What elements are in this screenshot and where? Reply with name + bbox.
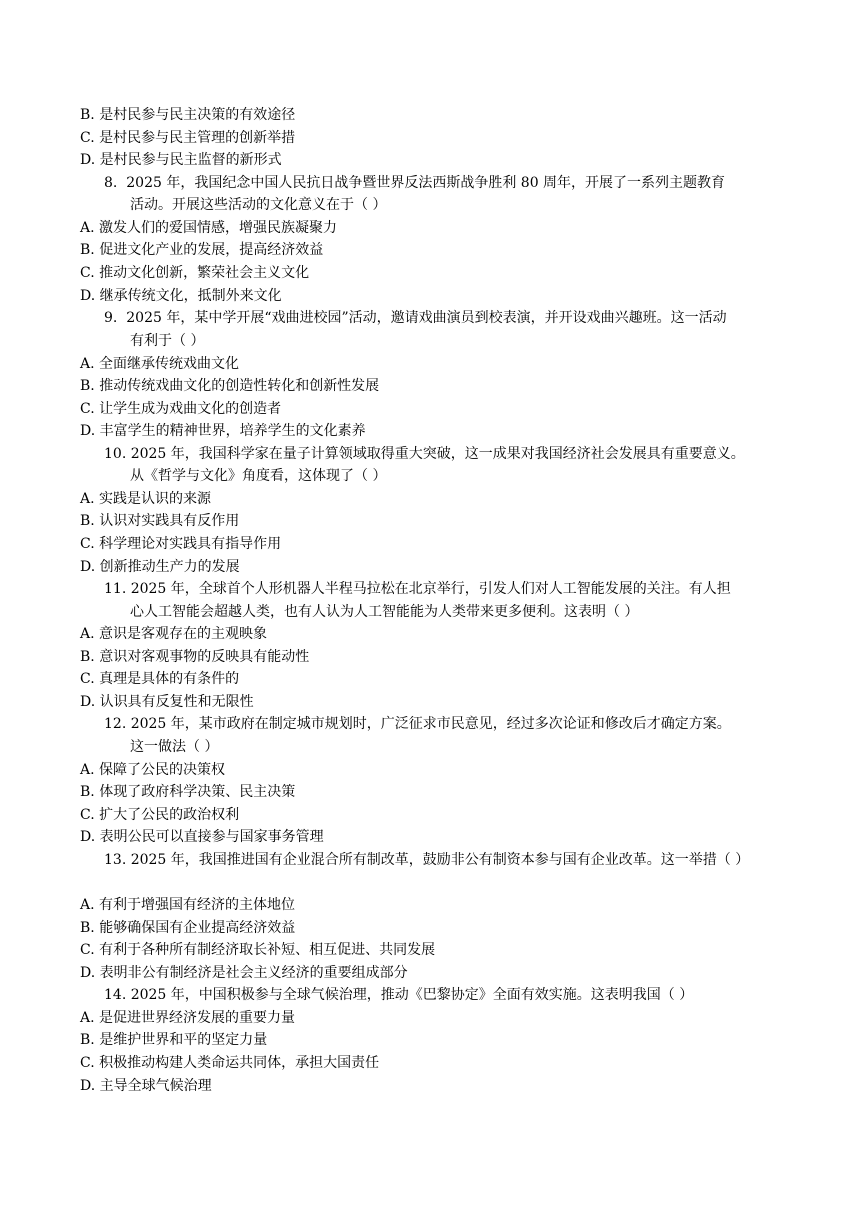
q7-option-b: B. 是村民参与民主决策的有效途径 [80, 107, 296, 123]
q11-stem-line-1: 11. 2025 年，全球首个人形机器人半程马拉松在北京举行，引发人们对人工智能发展的关注。有人担 [104, 581, 731, 597]
q9-stem-line-2: 有利于（ ） [130, 333, 205, 349]
q13-option-d: D. 表明非公有制经济是社会主义经济的重要组成部分 [80, 965, 408, 981]
q12-stem-line-1: 12. 2025 年，某市政府在制定城市规划时，广泛征求市民意见，经过多次论证和修改后才确定方案。 [104, 716, 731, 732]
q8-option-c: C. 推动文化创新，繁荣社会主义文化 [80, 265, 310, 281]
q12-option-a: A. 保障了公民的决策权 [80, 762, 226, 778]
q14-option-d: D. 主导全球气候治理 [80, 1078, 212, 1094]
q13-option-a: A. 有利于增强国有经济的主体地位 [80, 897, 296, 913]
q11-stem-line-2: 心人工智能会超越人类，也有人认为人工智能能为人类带来更多便利。这表明（ ） [130, 604, 639, 620]
q14-option-b: B. 是维护世界和平的坚定力量 [80, 1032, 268, 1048]
q9-option-b: B. 推动传统戏曲文化的创造性转化和创新性发展 [80, 378, 380, 394]
q11-option-b: B. 意识对客观事物的反映具有能动性 [80, 649, 310, 665]
q7-option-c: C. 是村民参与民主管理的创新举措 [80, 130, 296, 146]
q8-option-d: D. 继承传统文化，抵制外来文化 [80, 288, 282, 304]
q14-stem-line-1: 14. 2025 年，中国积极参与全球气候治理，推动《巴黎协定》全面有效实施。这表明我国（ ） [104, 987, 694, 1003]
q12-option-b: B. 体现了政府科学决策、民主决策 [80, 784, 296, 800]
q7-option-d: D. 是村民参与民主监督的新形式 [80, 152, 282, 168]
q14-option-a: A. 是促进世界经济发展的重要力量 [80, 1010, 296, 1026]
q8-stem-line-1: 8. 2025 年，我国纪念中国人民抗日战争暨世界反法西斯战争胜利 80 周年，开展了一系列主题教育 [104, 175, 726, 191]
q13-stem-line-1: 13. 2025 年，我国推进国有企业混合所有制改革，鼓励非公有制资本参与国有企业改革。这一举措（ ） [104, 852, 750, 868]
q10-option-a: A. 实践是认识的来源 [80, 491, 212, 507]
q12-option-c: C. 扩大了公民的政治权利 [80, 807, 240, 823]
q8-option-b: B. 促进文化产业的发展，提高经济效益 [80, 242, 324, 258]
q10-option-c: C. 科学理论对实践具有指导作用 [80, 536, 282, 552]
q8-option-a: A. 激发人们的爱国情感，增强民族凝聚力 [80, 220, 338, 236]
q11-option-c: C. 真理是具体的有条件的 [80, 671, 240, 687]
q10-stem-line-1: 10. 2025 年，我国科学家在量子计算领域取得重大突破，这一成果对我国经济社会发展具有重要意义。 [104, 446, 745, 462]
q13-option-b: B. 能够确保国有企业提高经济效益 [80, 920, 296, 936]
q10-option-b: B. 认识对实践具有反作用 [80, 513, 240, 529]
q9-option-a: A. 全面继承传统戏曲文化 [80, 356, 240, 372]
q8-stem-line-2: 活动。开展这些活动的文化意义在于（ ） [130, 197, 387, 213]
q12-stem-line-2: 这一做法（ ） [130, 739, 219, 755]
q9-option-c: C. 让学生成为戏曲文化的创造者 [80, 401, 282, 417]
q9-stem-line-1: 9. 2025 年，某中学开展“戏曲进校园”活动，邀请戏曲演员到校表演，并开设戏曲兴趣班。这一活动 [104, 310, 727, 326]
q12-option-d: D. 表明公民可以直接参与国家事务管理 [80, 829, 324, 845]
q10-stem-line-2: 从《哲学与文化》角度看，这体现了（ ） [130, 468, 387, 484]
q11-option-d: D. 认识具有反复性和无限性 [80, 694, 254, 710]
q10-option-d: D. 创新推动生产力的发展 [80, 559, 240, 575]
q11-option-a: A. 意识是客观存在的主观映象 [80, 626, 268, 642]
q14-option-c: C. 积极推动构建人类命运共同体，承担大国责任 [80, 1055, 380, 1071]
q9-option-d: D. 丰富学生的精神世界，培养学生的文化素养 [80, 423, 366, 439]
q13-option-c: C. 有利于各种所有制经济取长补短、相互促进、共同发展 [80, 942, 436, 958]
